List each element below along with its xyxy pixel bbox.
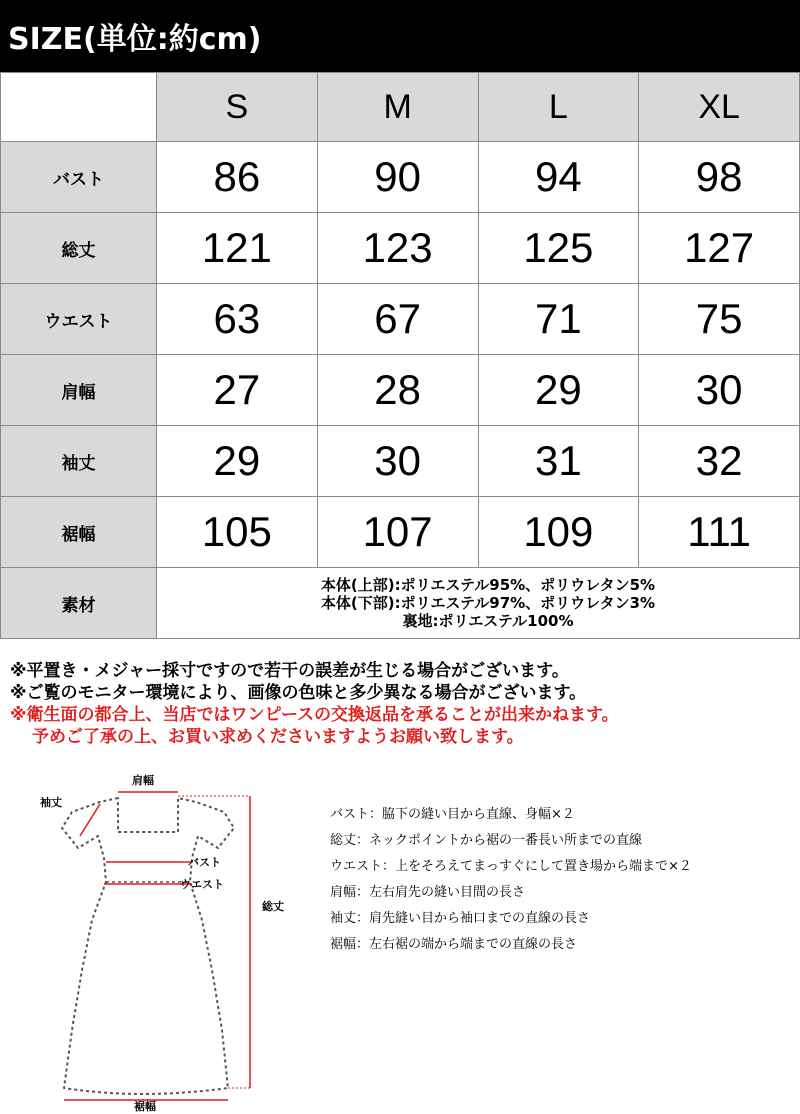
table-cell: 67: [317, 284, 478, 355]
notes: [10, 660, 800, 748]
table-row: [1, 355, 800, 426]
definition-bust: バスト：脇下の縫い目から直線、身幅×２: [330, 807, 575, 822]
size-col-s: S: [157, 73, 318, 142]
size-col-m: M: [317, 73, 478, 142]
size-header-row: [1, 73, 800, 142]
note-no-returns: ※衛生面の都合上、当店ではワンピースの交換返品を承ることが出来かねます。: [10, 705, 619, 725]
table-cell: 94: [478, 142, 639, 213]
material-cell: [157, 568, 800, 639]
table-row: [1, 284, 800, 355]
table-cell: 109: [478, 497, 639, 568]
row-label-waist: ウエスト: [1, 284, 157, 355]
row-label-bust: バスト: [1, 142, 157, 213]
table-cell: 127: [639, 213, 800, 284]
note-monitor: ※ご覧のモニター環境により、画像の色味と多少異なる場合がございます。: [10, 683, 587, 703]
dress-outline: [0, 770, 310, 1110]
definition-shoulder: 肩幅：左右肩先の縫い目間の長さ: [330, 885, 526, 900]
row-label-hem: 裾幅: [1, 497, 157, 568]
material-line: 裏地:ポリエステル100%: [402, 612, 574, 630]
table-cell: 31: [478, 426, 639, 497]
table-cell: 90: [317, 142, 478, 213]
table-row: [1, 497, 800, 568]
table-cell: 121: [157, 213, 318, 284]
table-cell: 29: [157, 426, 318, 497]
definition-hem: 裾幅：左右裾の端から端までの直線の長さ: [330, 937, 578, 952]
table-cell: 30: [317, 426, 478, 497]
measurement-definitions: [330, 802, 800, 958]
table-cell: 63: [157, 284, 318, 355]
label-length: 総丈: [262, 900, 284, 913]
label-sleeve: 袖丈: [40, 796, 62, 809]
material-row: [1, 568, 800, 639]
size-col-xl: XL: [639, 73, 800, 142]
dress-diagram: [0, 770, 310, 1113]
definition-sleeve: 袖丈：肩先縫い目から袖口までの直線の長さ: [330, 911, 591, 926]
note-acknowledge: 予めご了承の上、お買い求めくださいますようお願い致します。: [32, 727, 524, 747]
table-cell: 29: [478, 355, 639, 426]
label-hem: 裾幅: [134, 1100, 156, 1113]
table-cell: 98: [639, 142, 800, 213]
label-bust: バスト: [188, 856, 221, 869]
label-shoulder: 肩幅: [132, 774, 154, 787]
table-cell: 123: [317, 213, 478, 284]
note-measurement: ※平置き・メジャー採寸ですので若干の誤差が生じる場合がございます。: [10, 661, 569, 681]
table-cell: 125: [478, 213, 639, 284]
label-waist: ウエスト: [180, 878, 224, 891]
table-cell: 27: [157, 355, 318, 426]
table-cell: 105: [157, 497, 318, 568]
row-label-sleeve: 袖丈: [1, 426, 157, 497]
material-line: 本体(上部):ポリエステル95%、ポリウレタン5%: [320, 576, 656, 594]
size-title: SIZE(単位:約cm): [8, 22, 262, 57]
table-cell: 86: [157, 142, 318, 213]
table-row: [1, 142, 800, 213]
table-cell: 28: [317, 355, 478, 426]
table-row: [1, 426, 800, 497]
size-header: [0, 0, 800, 72]
table-cell: 75: [639, 284, 800, 355]
definition-length: 総丈：ネックポイントから裾の一番長い所までの直線: [330, 833, 643, 848]
row-label-shoulder: 肩幅: [1, 355, 157, 426]
corner-cell: [1, 73, 157, 142]
table-cell: 32: [639, 426, 800, 497]
table-cell: 30: [639, 355, 800, 426]
size-table: [0, 72, 800, 639]
row-label-material: 素材: [1, 568, 157, 639]
definition-waist: ウエスト：上をそろえてまっすぐにして置き場から端まで×２: [330, 859, 692, 874]
table-cell: 71: [478, 284, 639, 355]
row-label-length: 総丈: [1, 213, 157, 284]
size-col-l: L: [478, 73, 639, 142]
material-line: 本体(下部):ポリエステル97%、ポリウレタン3%: [320, 594, 656, 612]
table-row: [1, 213, 800, 284]
table-cell: 111: [639, 497, 800, 568]
table-cell: 107: [317, 497, 478, 568]
